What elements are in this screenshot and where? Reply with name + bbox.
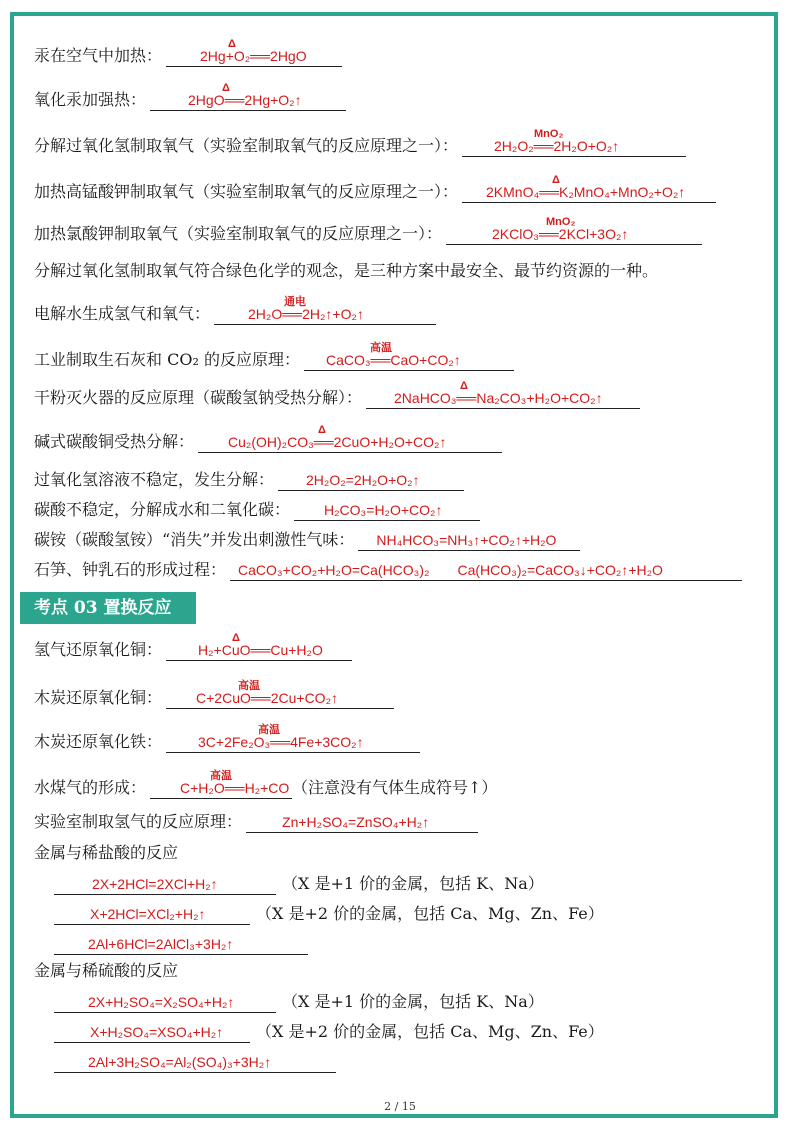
condition-label: Δ <box>318 424 326 436</box>
equation-row <box>54 902 604 925</box>
row-label: 汞在空气中加热： <box>34 46 163 65</box>
row-note: （X 是+1 价的金属，包括 K、Na） <box>282 992 544 1011</box>
answer-equation: CaCO₃+CO₂+H₂O=Ca(HCO₃)₂ Ca(HCO₃)₂=CaCO₃↓+CO₂↑+H₂O <box>238 562 663 578</box>
answer-equation: H₂CO₃=H₂O+CO₂↑ <box>324 502 443 518</box>
row-label: 氢气还原氧化铜： <box>34 640 163 659</box>
answer-blank <box>214 296 436 325</box>
answer-blank <box>166 724 420 753</box>
answer-blank <box>358 528 580 551</box>
row-note: （X 是+1 价的金属，包括 K、Na） <box>282 874 544 893</box>
equation-row <box>34 468 464 491</box>
condition-label: 通电 <box>284 296 307 308</box>
statement-row <box>34 260 658 282</box>
answer-equation: 3C+2Fe₂O₃══4Fe+3CO₂↑ <box>198 734 364 750</box>
row-label: 干粉灭火器的反应原理（碳酸氢钠受热分解）： <box>34 388 363 407</box>
equation-row <box>34 680 394 709</box>
equation-row <box>34 770 498 799</box>
row-label: 加热氯酸钾制取氧气（实验室制取氧气的反应原理之一）： <box>34 224 443 243</box>
equation-row <box>54 932 308 955</box>
row-label: 碱式碳酸铜受热分解： <box>34 432 195 451</box>
answer-blank <box>166 38 342 67</box>
answer-blank <box>278 468 464 491</box>
answer-equation: 2X+H₂SO₄=X₂SO₄+H₂↑ <box>88 994 235 1010</box>
condition-label: 高温 <box>258 724 281 736</box>
answer-equation: 2Al+3H₂SO₄=Al₂(SO₄)₃+3H₂↑ <box>88 1054 272 1070</box>
answer-equation: C+2CuO══2Cu+CO₂↑ <box>196 690 339 706</box>
equation-row <box>34 296 436 325</box>
answer-blank <box>198 424 502 453</box>
answer-blank <box>304 342 514 371</box>
equation-row <box>34 128 686 157</box>
answer-blank <box>166 632 352 661</box>
answer-equation: 2KClO₃══2KCl+3O₂↑ <box>492 226 629 242</box>
row-label: 金属与稀盐酸的反应 <box>34 843 179 862</box>
row-label: 分解过氧化氢制取氧气（实验室制取氧气的反应原理之一）： <box>34 136 459 155</box>
answer-equation: CaCO₃══CaO+CO₂↑ <box>325 352 461 368</box>
answer-blank <box>366 380 640 409</box>
condition-label: Δ <box>222 82 230 94</box>
answer-blank <box>54 902 250 925</box>
answer-blank <box>446 216 702 245</box>
answer-equation: X+H₂SO₄=XSO₄+H₂↑ <box>90 1024 224 1040</box>
equation-row <box>34 216 702 245</box>
row-note: （X 是+2 价的金属，包括 Ca、Mg、Zn、Fe） <box>256 904 604 923</box>
equation-row <box>34 528 580 551</box>
condition-label: MnO₂ <box>534 128 564 140</box>
answer-equation: X+2HCl=XCl₂+H₂↑ <box>90 906 206 922</box>
row-label: 木炭还原氧化铁： <box>34 732 163 751</box>
condition-label: 高温 <box>210 770 233 782</box>
equation-row <box>34 632 352 661</box>
equation-row <box>34 380 640 409</box>
equation-row <box>34 424 502 453</box>
answer-equation: 2H₂O══2H₂↑+O₂↑ <box>248 306 364 322</box>
answer-blank <box>294 498 480 521</box>
answer-equation: 2Al+6HCl=2AlCl₃+3H₂↑ <box>88 936 234 952</box>
equation-row <box>34 810 478 833</box>
condition-label: Δ <box>228 38 236 50</box>
row-label: 水煤气的形成： <box>34 778 147 797</box>
condition-label: Δ <box>460 380 468 392</box>
answer-blank <box>462 128 686 157</box>
row-label: 木炭还原氧化铜： <box>34 688 163 707</box>
answer-equation: 2NaHCO₃══Na₂CO₃+H₂O+CO₂↑ <box>394 390 603 406</box>
equation-row <box>34 724 420 753</box>
equation-row <box>54 1020 604 1043</box>
condition-label: Δ <box>552 174 560 186</box>
equation-row <box>34 342 514 371</box>
section-heading: 考点 03 置换反应 <box>20 592 196 624</box>
answer-equation: H₂+CuO══Cu+H₂O <box>198 642 323 658</box>
answer-equation: 2H₂O₂══2H₂O+O₂↑ <box>494 138 620 154</box>
answer-blank <box>230 558 742 581</box>
answer-blank <box>54 990 276 1013</box>
row-label: 氧化汞加强热： <box>34 90 147 109</box>
answer-blank <box>150 82 346 111</box>
page-number: 2 / 15 <box>384 1100 416 1113</box>
row-label: 石笋、钟乳石的形成过程： <box>34 560 227 579</box>
answer-equation: NH₄HCO₃=NH₃↑+CO₂↑+H₂O <box>376 532 557 548</box>
equation-row <box>34 498 480 521</box>
answer-equation: Cu₂(OH)₂CO₃══2CuO+H₂O+CO₂↑ <box>228 434 447 450</box>
condition-label: 高温 <box>238 680 261 692</box>
condition-label: Δ <box>232 632 240 644</box>
answer-equation: 2X+2HCl=2XCl+H₂↑ <box>92 876 218 892</box>
section-subheading <box>34 842 178 864</box>
equation-row <box>34 558 742 581</box>
section-subheading <box>34 960 178 982</box>
row-label: 金属与稀硫酸的反应 <box>34 961 179 980</box>
condition-label: MnO₂ <box>546 216 576 228</box>
equation-row <box>34 82 346 111</box>
answer-equation: C+H₂O══H₂+CO <box>180 780 290 796</box>
answer-blank <box>166 680 394 709</box>
answer-equation: 2KMnO₄══K₂MnO₄+MnO₂+O₂↑ <box>486 184 686 200</box>
equation-row <box>54 990 544 1013</box>
equation-row <box>34 174 716 203</box>
equation-row <box>34 38 342 67</box>
row-label: 加热高锰酸钾制取氧气（实验室制取氧气的反应原理之一）： <box>34 182 459 201</box>
row-label: 实验室制取氢气的反应原理： <box>34 812 243 831</box>
equation-row <box>54 1050 336 1073</box>
condition-label: 高温 <box>369 342 392 354</box>
row-label: 分解过氧化氢制取氧气符合绿色化学的观念，是三种方案中最安全、最节约资源的一种。 <box>34 261 659 280</box>
answer-equation: Zn+H₂SO₄=ZnSO₄+H₂↑ <box>282 814 430 830</box>
row-note: （注意没有气体生成符号↑） <box>292 778 498 797</box>
answer-blank <box>54 1050 336 1073</box>
row-label: 碳铵（碳酸氢铵）“消失”并发出刺激性气味： <box>34 530 355 549</box>
equation-row <box>54 872 544 895</box>
answer-equation: 2HgO══2Hg+O₂↑ <box>188 92 302 108</box>
row-label: 过氧化氢溶液不稳定，发生分解： <box>34 470 275 489</box>
answer-blank <box>54 872 276 895</box>
answer-equation: 2H₂O₂=2H₂O+O₂↑ <box>306 472 420 488</box>
answer-blank <box>246 810 478 833</box>
answer-blank <box>462 174 716 203</box>
answer-equation: 2Hg+O₂══2HgO <box>200 48 307 64</box>
answer-blank <box>150 770 292 799</box>
row-label: 电解水生成氢气和氧气： <box>34 304 211 323</box>
row-label: 碳酸不稳定，分解成水和二氧化碳： <box>34 500 291 519</box>
row-label: 工业制取生石灰和 CO₂ 的反应原理： <box>34 350 300 369</box>
answer-blank <box>54 1020 250 1043</box>
answer-blank <box>54 932 308 955</box>
row-note: （X 是+2 价的金属，包括 Ca、Mg、Zn、Fe） <box>256 1022 604 1041</box>
